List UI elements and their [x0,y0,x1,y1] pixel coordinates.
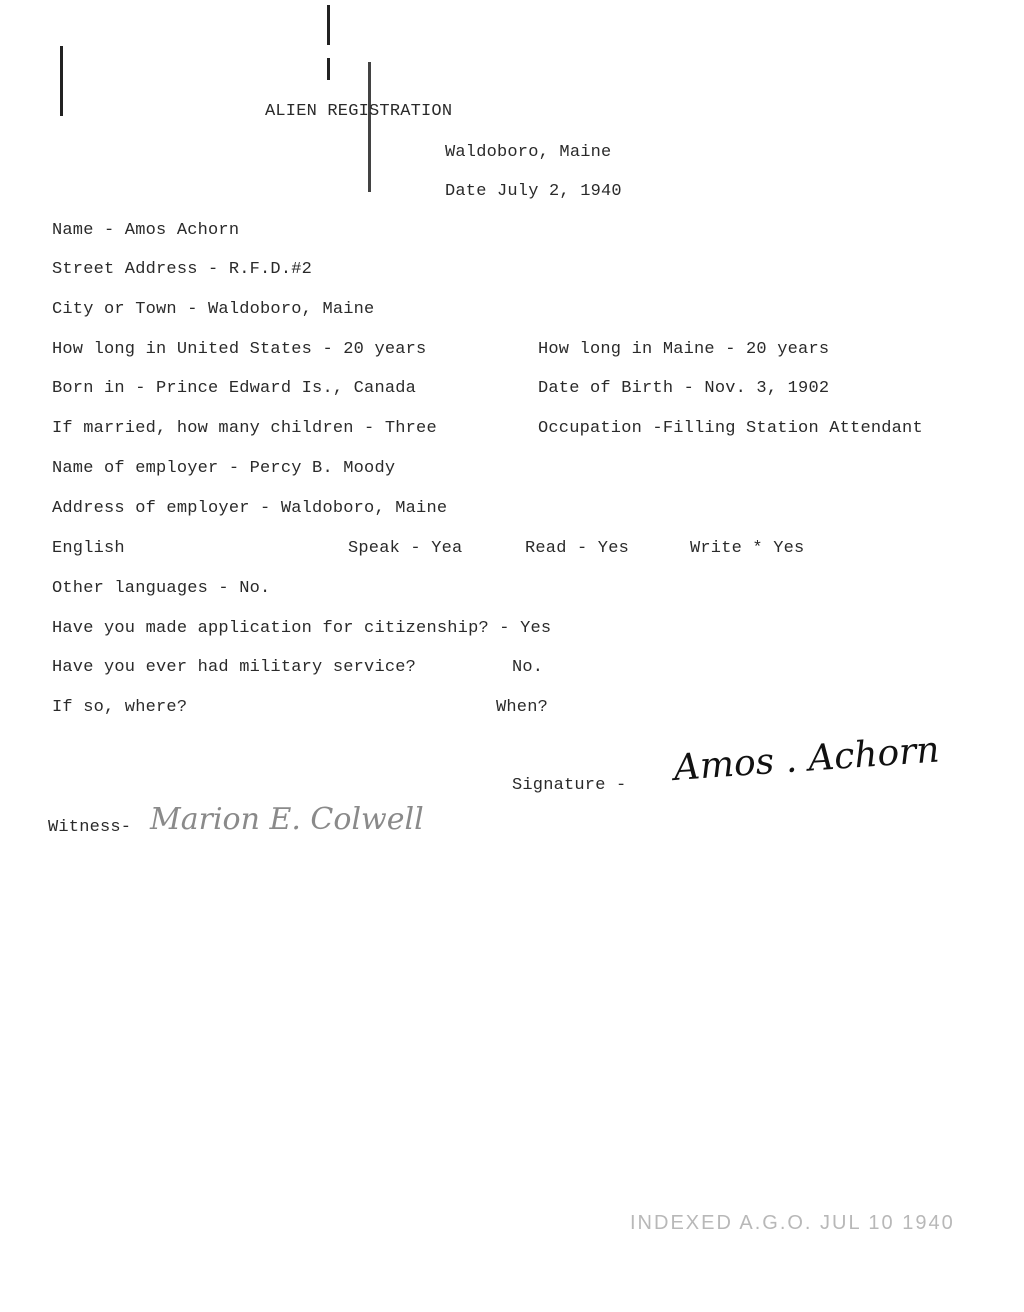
filing-mark-top-1 [327,5,330,45]
military-question: Have you ever had military service? [52,658,417,677]
street-address-field: Street Address - R.F.D.#2 [52,260,313,279]
birth-date-field: Date of Birth - Nov. 3, 1902 [538,379,830,398]
citizenship-field: Have you made application for citizenship? - Yes [52,619,552,638]
other-languages-field: Other languages - No. [52,579,271,598]
signature-label: Signature - [512,776,627,795]
filing-mark-left [60,46,63,116]
witness-label: Witness- [48,818,132,837]
employer-name-field: Name of employer - Percy B. Moody [52,459,396,478]
occupation-field: Occupation -Filling Station Attendant [538,419,923,438]
employer-address-field: Address of employer - Waldoboro, Maine [52,499,448,518]
military-answer: No. [512,658,544,677]
children-field: If married, how many children - Three [52,419,437,438]
years-in-maine-field: How long in Maine - 20 years [538,340,830,359]
date-line: Date July 2, 1940 [445,182,622,201]
witness-handwriting: Marion E. Colwell [150,802,424,837]
read-field: Read - Yes [525,539,630,558]
page-title: ALIEN REGISTRATION [265,102,453,121]
filing-mark-top-3 [368,62,371,192]
born-in-field: Born in - Prince Edward Is., Canada [52,379,417,398]
years-in-us-field: How long in United States - 20 years [52,340,427,359]
city-town-field: City or Town - Waldoboro, Maine [52,300,375,319]
filing-mark-top-2 [327,58,330,80]
name-field: Name - Amos Achorn [52,221,240,240]
location: Waldoboro, Maine [445,143,612,162]
speak-field: Speak - Yea [348,539,463,558]
english-label: English [52,539,125,558]
indexed-stamp: INDEXED A.G.O. JUL 10 1940 [630,1212,955,1234]
signature-handwriting: Amos . Achorn [672,729,941,789]
write-field: Write * Yes [690,539,805,558]
where-question: If so, where? [52,698,188,717]
when-question: When? [496,698,549,717]
